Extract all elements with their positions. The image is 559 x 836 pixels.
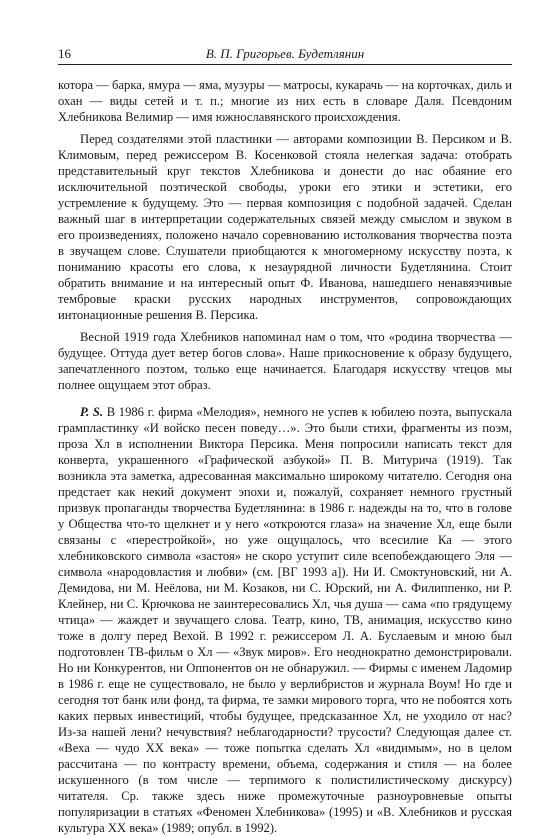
postscript — [58, 404, 512, 836]
page-header — [58, 44, 512, 65]
paragraph-glossary: котора — барка, ямура — яма, музуры — матросы, кукарачь — на корточках, диль и охан — виды сетей и т. п.; многие из них есть в словаре Даля. Псевдоним Хлебникова Велимир — имя южнославянского происхождения. — [58, 78, 512, 124]
paragraph-future: Весной 1919 года Хлебников напоминал нам о том, что «родина творчества — будущее. Оттуда дует ветер богов слова». Наше прикосновение к образу будущего, запечатленного поэтом, только еще начинается. Благодаря искусству чтецов мы полнее ощущаем этот образ. — [58, 330, 512, 392]
paragraph-recording: Перед создателями этой пластинки — авторами композиции В. Персиком и В. Климовым, перед режиссером В. Косенковой стояла нелегкая задача: отобрать представительный круг текстов Хлебникова и донести до нас обаяние его исключительной поэтической свободы, уроки его этики и эстетики, его устремление к будущему. Это — первая композиция с подобной задачей. Сделан важный шаг в интерпретации содержательных связей между смыслом и звуком в его произведениях, положено начало соревнованию истолкования творчества поэта в звучащем слове. Слушатели приобщаются к многомерному искусству поэта, к пониманию красоты его слова, к незаурядной личности Будетлянина. Стоит обратить внимание и на интересный опыт Ф. Иванова, нашедшего ненавязчивые тембровые краски русских народных инструментов, сопровождающих интонационные решения В. Персика. — [58, 132, 512, 322]
page-number: 16 — [58, 46, 71, 61]
ps-gap — [58, 393, 512, 404]
book-page — [58, 44, 512, 836]
running-title: В. П. Григорьев. Будетлянин — [205, 46, 365, 61]
page-body — [58, 77, 512, 836]
postscript-text: В 1986 г. фирма «Мелодия», немного не успев к юбилею поэта, выпускала грампластинку «И войско песен поведу…». Это были стихи, фрагменты из поэм, проза Хл в исполнении Виктора Персика. Меня попросили написать текст для конверта, украшенного «Графической азбукой» П. В. Митурича (1919). Так возникла эта заметка, адресованная максимально широкому читателю. Сегодня она предстает как некий документ эпохи и, пожалуй, сохраняет немного грустный призвук пропаганды творчества Будетлянина: в 1986 г. надежды на то, что в голове у Общества что-то щелкнет и у него «откроются глаза» на значение Хл, еще были связаны с «перестройкой», но уже ощущалось, что всесилие Ка — этого хлебниковского символа «застоя» не скоро уступит силе всепобеждающего Эля — символа «народовластия и любви» (см. [ВГ 1993 а]). Ни И. Смоктуновский, ни А. Демидова, ни М. Неёлова, ни М. Козаков, ни С. Юрский, ни А. Филиппенко, ни Р. Клейнер, ни С. Крючкова не заинтересовались Хл, чья душа — сама «по грядущему чтица» — жаждет и звучащего слова. Театр, кино, ТВ, анимация, искусство кино тоже в долгу перед Вехой. В 1992 г. режиссером Л. А. Буслаевым и мною был подготовлен ТВ-фильм о Хл — «Звук миров». Его неоднократно демонстрировали. Но ни Конкурентов, ни Оппонентов он не обнаружил. — Фирмы с именем Ладомир в 1986 г. еще не существовало, не было у верлибристов и журнала Воум! Но где и сегодня тот банк или фонд, та фирма, те замки мирового торга, что не побоятся хоть каких первых инвестиций, чтобы будущее, предсказанное Хл, не уходило от нас? Из-за нашей лени? нечувствия? неблагодарности? трусости? Следующая далее ст. «Веха — чудо XX века» — тоже попытка сделать Хл «видимым», но в целом рассчитана — по контрасту времени, объема, содержания и стиля — на более искушенного (в том числе — терпимого к полистилистическому дискурсу) читателя. Ср. также здесь ниже промежуточные разноуровневые опыты популяризации в статьях «Феномен Хлебникова» (1995) и «В. Хлебников и русская культура XX века» (1989; опубл. в 1992). — [58, 405, 512, 835]
postscript-lead: P. S. — [80, 405, 104, 419]
